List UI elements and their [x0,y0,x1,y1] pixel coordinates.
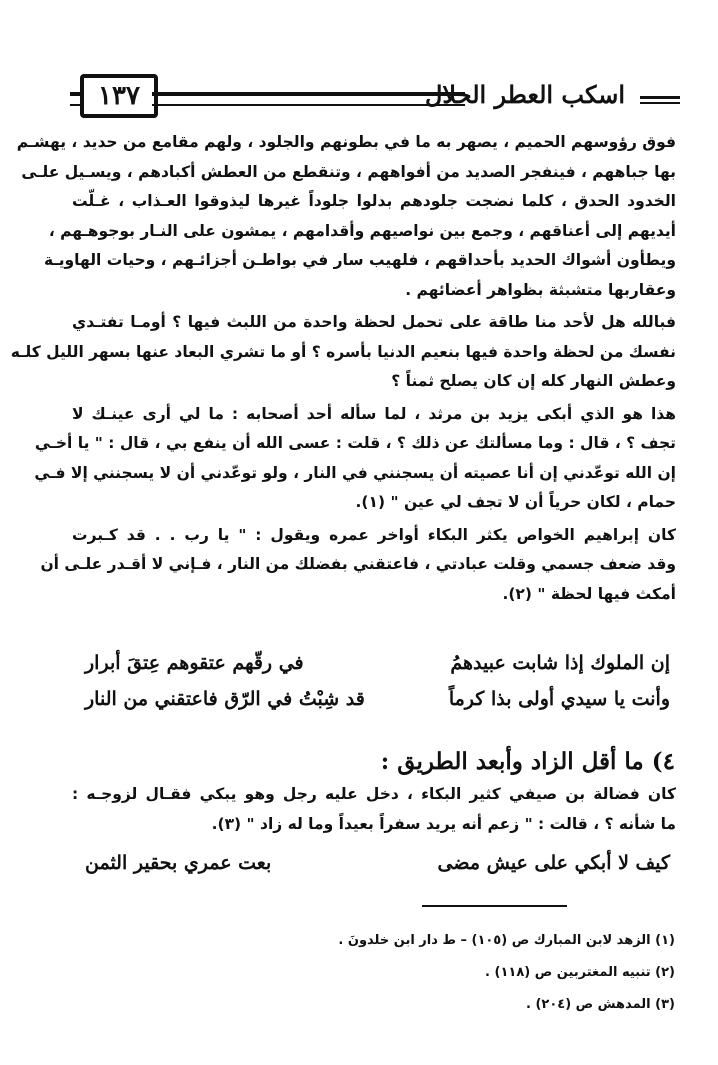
text-line: بها جباههم ، فينفجر الصديد من أفواههم ، وتنقطع من العطش أكبادهم ، ويسـيل علـى [21,162,676,181]
text-line: فبالله هل لأحد منا طاقة على تحمل لحظة واحدة من اللبث فيها ؟ أومـا تفتـدي [72,313,676,331]
text-line: وعقاربها متشبثة بظواهر أعضائهم . [405,280,676,299]
page-header [70,78,680,118]
poem-verse-2 [85,688,670,720]
header-mark [70,92,80,106]
text-line: ويطأون أشواك الحديد بأحداقهم ، فلهيب سار في بواطـن أجزائـهم ، وحيات الهاويـة [44,251,676,269]
header-rule [152,92,465,106]
section-heading: ٤) ما أقل الزاد وأبعد الطريق : [380,748,675,775]
main-text [10,128,676,609]
verse-first-half: كيف لا أبكي على عيش مضى [437,852,670,874]
page-number: ١٣٧ [80,74,158,118]
footnote: (١) الزهد لابن المبارك ص (١٠٥) – ط دار ابن خلدونَ . [338,933,675,948]
header-dash [640,96,680,104]
text-line: ما شأنه ؟ ، قالت : " زعم أنه يريد سفراً بعيداً وما له زاد " (٣). [211,814,676,833]
verse-first-half: إن الملوك إذا شابت عبيدهمُ [450,652,670,674]
verse-second-half: في رقّهم عتقوهم عِتقَ أبرار [85,652,304,674]
verse-second-half: قد شِبْتُ في الرّق فاعتقني من النار [85,688,365,710]
text-line: الخدود الحدق ، كلما نضجت جلودهم بدلوا جلوداً غيرها ليذوقوا العـذاب ، غـلّت [72,192,676,210]
poem-verse-3 [85,852,670,884]
text-line: حمام ، لكان حرياً أن لا تجف لي عين " (١). [355,493,676,511]
running-title: اسكب العطر الحلال [424,80,625,109]
verse-second-half: بعت عمري بحقير الثمن [85,852,272,874]
text-line: كان فضالة بن صيفي كثير البكاء ، دخل عليه رجل وهو يبكي فقـال لزوجـه : [72,785,676,803]
paragraph-1 [16,128,676,305]
paragraph-4 [40,521,676,610]
footnote: (٣) المدهش ص (٢٠٤) . [525,997,675,1012]
text-line: وقد ضعف جسمي وقلت عبادتي ، فاعتقني بفضلك من النار ، فـإني لا أقـدر علـى أن [40,555,676,573]
text-line: أمكث فيها لحظة " (٢). [502,584,676,603]
footnotes [115,925,675,1021]
paragraph-2 [10,308,676,397]
footnote-separator [422,905,567,907]
text-line: هذا هو الذي أبكى يزيد بن مرثد ، لما سأله أحد أصحابه : ما لي أرى عينـك لا [72,404,676,423]
verse-first-half: وأنت يا سيدي أولى بذا كرماً [448,688,670,710]
text-line: إن الله توعّدني إن أنا عصيته أن يسجنني في النار ، ولو توعّدني أن لا يسجنني إلا فـي [34,463,676,482]
text-line: تجف ؟ ، قال : وما مسألتك عن ذلك ؟ ، قلت : عسى الله أن ينفع بي ، قال : " يا أخـي [34,434,676,452]
text-line: كان إبراهيم الخواص يكثر البكاء أواخر عمره ويقول : " يا رب . . قد كـبرت [72,525,676,544]
main-text-continued [72,780,676,839]
poem-verse-1 [85,652,670,684]
text-line: فوق رؤوسهم الحميم ، يصهر به ما في بطونهم والجلود ، ولهم مقامع من حديد ، يهشـم [16,133,676,151]
text-line: نفسك من لحظة واحدة فيها بنعيم الدنيا بأسره ؟ أو ما تشري البعاد عنها بسهر الليل كلـه [10,342,676,361]
text-line: أيديهم إلى أعناقهم ، وجمع بين نواصيهم وأقدامهم ، يمشون على النـار بوجوهـهم ، [48,221,676,240]
paragraph-3 [34,400,676,518]
text-line: وعطش النهار كله إن كان يصلح ثمناً ؟ [391,372,676,390]
footnote: (٢) تنبيه المغتربين ص (١١٨) . [485,965,675,980]
